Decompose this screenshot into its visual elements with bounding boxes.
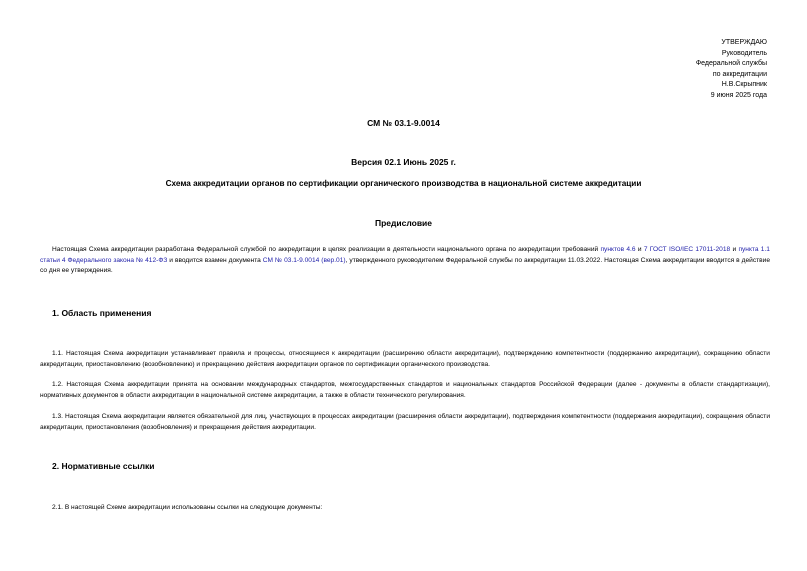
link-gost-items[interactable]: пунктов 4.6 [600, 246, 636, 253]
link-previous-document[interactable]: СМ № 03.1-9.0014 (вер.01) [262, 256, 346, 264]
paragraph-1-2: 1.2. Настоящая Схема аккредитации принята на основании международных стандартов, межгосударственных стандартов и национальных стандартов Российской Федерации (далее - документы в области стандартизации), нормативных документов в области аккредитации в национальной системе аккредитации, а также в области технического регулирования. [40, 381, 770, 399]
paragraph-1-3: 1.3. Настоящая Схема аккредитации является обязательной для лиц, участвующих в процессах аккредитации (расширения области аккредитации), подтверждения компетентности (поддержания аккредитации), сокращения области аккредитации, приостановления (возобновления) и прекращения действия аккредитации. [40, 413, 770, 431]
document-title: Схема аккредитации органов по сертификации органического производства в национальной системе аккредитации [165, 179, 642, 188]
preface-paragraph [40, 245, 770, 277]
approval-line: 9 июня 2025 года [710, 91, 767, 99]
approval-line: УТВЕРЖДАЮ [721, 39, 767, 46]
approval-line: Федеральной службы [695, 60, 767, 67]
approval-line: Руководитель [721, 49, 767, 57]
paragraph-1-1: 1.1. Настоящая Схема аккредитации устанавливает правила и процессы, относящиеся к аккредитации (расширению области аккредитации), подтверждению компетентности (поддержанию аккредитации), сокращению области аккредитации, приостановлению (возобновлению) и прекращению действия аккредитации органов по сертификации органического производства. [40, 350, 770, 368]
link-federal-law[interactable]: пункта 1.1 статьи 4 Федерального закона № 412-ФЗ [40, 246, 770, 264]
preface-text: и [730, 246, 739, 253]
approval-line: Н.В.Скрыпник [721, 81, 767, 88]
preface-text: Настоящая Схема аккредитации разработана Федеральной службой по аккредитации в целях реализации в деятельности национального органа по аккредитации требований [52, 246, 601, 253]
document-number: СМ № 03.1-9.0014 [367, 118, 440, 128]
preface-heading: Предисловие [374, 218, 433, 228]
link-gost-iso-iec[interactable]: 7 ГОСТ ISO/IEC 17011-2018 [643, 246, 731, 253]
preface-text: и вводится взамен документа [167, 256, 263, 264]
preface-text: , утвержденного руководителем Федеральной службы по аккредитации 11.03.2022. Настоящая Схема аккредитации вводится в действие со дня ее утверждения. [40, 256, 770, 274]
approval-block [696, 38, 767, 101]
preface-text: и [635, 246, 644, 253]
section-2-heading: 2. Нормативные ссылки [52, 461, 155, 471]
paragraph-2-1: 2.1. В настоящей Схеме аккредитации использованы ссылки на следующие документы: [52, 504, 323, 511]
approval-line: по аккредитации [712, 70, 767, 78]
section-1-heading: 1. Область применения [52, 308, 152, 318]
document-version: Версия 02.1 Июнь 2025 г. [351, 157, 456, 167]
